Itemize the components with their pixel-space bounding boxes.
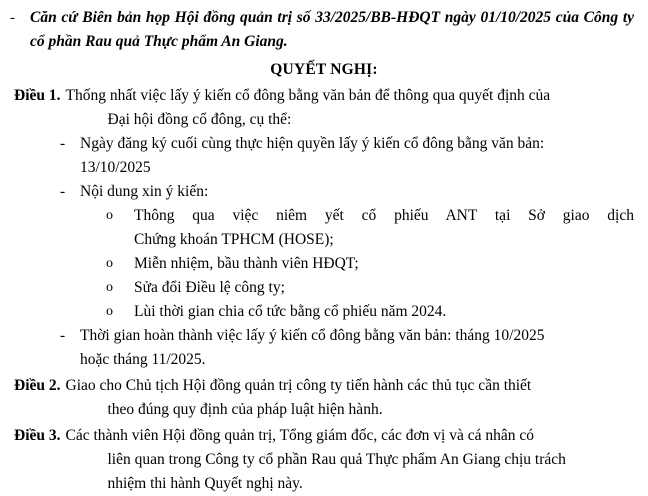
article-1-item-1-continuation: 13/10/2025 <box>80 159 151 176</box>
article-2 <box>0 374 648 422</box>
item-dash-marker: - <box>60 135 66 152</box>
article-3 <box>0 424 648 496</box>
article-1-item-2-text: Nội dung xin ý kiến: <box>80 183 209 200</box>
subitem-circle-marker: o <box>106 304 113 319</box>
article-1-subitem-2-text-group <box>134 252 634 276</box>
article-2-body <box>66 374 635 422</box>
article-2-label: Điều 2. <box>14 377 61 394</box>
article-1-text: Thống nhất việc lấy ý kiến cổ đông bằng văn bản để thông qua quyết định của <box>65 87 551 104</box>
article-1-label: Điều 1. <box>14 87 61 104</box>
article-3-continuation: liên quan trong Công ty cổ phần Rau quả Thực phẩm An Giang chịu trách <box>107 451 566 468</box>
article-1-subitem-1-text-group <box>134 204 634 252</box>
article-1-subitem-4-text-group <box>134 300 634 324</box>
article-1-continuation: Đại hội đồng cổ đông, cụ thể: <box>107 111 292 128</box>
article-1-item-3-continuation: hoặc tháng 11/2025. <box>80 351 206 368</box>
article-1 <box>0 84 648 132</box>
subitem-circle-marker: o <box>106 256 113 271</box>
article-1-subitem-1-continuation: Chứng khoán TPHCM (HOSE); <box>134 231 334 248</box>
article-1-item-2-text-group <box>80 180 634 204</box>
preamble-text: Căn cứ Biên bản họp Hội đồng quản trị số 33/2025/BB-HĐQT ngày 01/10/2025 của Công ty cổ phần Rau quả Thực phẩm An Giang. <box>30 9 634 50</box>
article-1-subitem-3-text: Sửa đổi Điều lệ công ty; <box>134 279 285 296</box>
item-dash-marker: - <box>60 183 66 200</box>
article-1-subitem-3-text-group <box>134 276 634 300</box>
article-1-item-2 <box>0 180 648 204</box>
article-1-item-1-text: Ngày đăng ký cuối cùng thực hiện quyền lấy ý kiến cổ đông bằng văn bản: <box>80 135 545 152</box>
article-1-item-1-text-group <box>80 132 634 180</box>
article-3-text: Các thành viên Hội đồng quản trị, Tổng giám đốc, các đơn vị và cá nhân có <box>65 427 534 444</box>
preamble-dash-marker: - <box>10 10 15 26</box>
resolution-heading: QUYẾT NGHỊ: <box>270 61 378 78</box>
subitem-circle-marker: o <box>106 280 113 295</box>
article-1-subitem-4-text: Lùi thời gian chia cổ tức bằng cổ phiếu năm 2024. <box>134 303 447 320</box>
item-dash-marker: - <box>60 327 66 344</box>
document-page <box>0 6 648 492</box>
article-1-subitem-2-text: Miễn nhiệm, bầu thành viên HĐQT; <box>134 255 359 272</box>
article-3-body <box>66 424 635 496</box>
article-1-subitem-1 <box>0 204 648 252</box>
article-1-item-1 <box>0 132 648 180</box>
article-1-item-3 <box>0 324 648 372</box>
article-1-subitem-4 <box>0 300 648 324</box>
subitem-circle-marker: o <box>106 208 113 223</box>
article-2-continuation: theo đúng quy định của pháp luật hiện hành. <box>107 401 383 418</box>
article-1-subitem-1-text: Thông qua việc niêm yết cổ phiếu ANT tại Sở giao dịch <box>134 207 634 224</box>
article-1-item-3-text: Thời gian hoàn thành việc lấy ý kiến cổ đông bằng văn bản: tháng 10/2025 <box>80 327 545 344</box>
article-1-item-3-text-group <box>80 324 634 372</box>
preamble-paragraph <box>0 6 648 54</box>
article-2-text: Giao cho Chủ tịch Hội đồng quản trị công ty tiến hành các thủ tục cần thiết <box>65 377 532 394</box>
article-1-body <box>66 84 635 132</box>
article-1-subitem-2 <box>0 252 648 276</box>
article-3-continuation-2: nhiệm thi hành Quyết nghị này. <box>107 475 303 492</box>
article-3-label: Điều 3. <box>14 427 61 444</box>
article-1-subitem-3 <box>0 276 648 300</box>
